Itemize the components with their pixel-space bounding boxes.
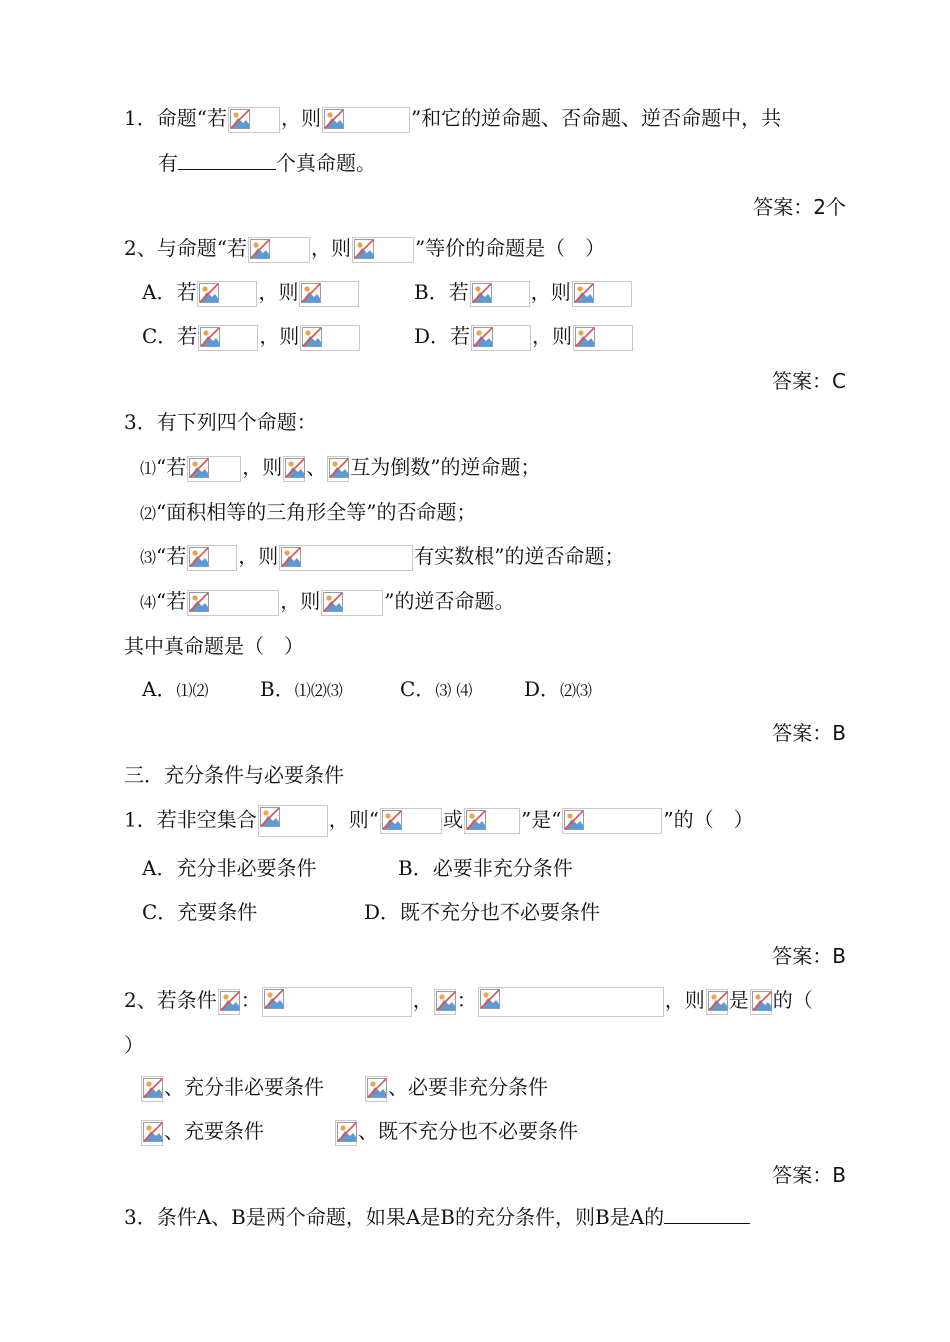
broken-image-icon xyxy=(141,1076,163,1102)
s3q2-line1: 2、若条件 ： ， ： ，则 是 的（ xyxy=(124,986,813,1017)
broken-image-icon xyxy=(380,808,442,834)
q2-option-c[interactable]: C．若 ，则 xyxy=(142,322,361,351)
q1-then: ，则 xyxy=(280,106,321,130)
q3-answer: 答案：B xyxy=(772,721,846,745)
broken-image-icon xyxy=(750,989,772,1015)
q2-suffix: ”等价的命题是（ ） xyxy=(414,236,606,260)
broken-image-icon xyxy=(258,805,328,837)
broken-image-icon xyxy=(573,325,633,351)
q3-option-c[interactable]: C．⑶ ⑷ xyxy=(400,677,473,701)
broken-image-icon xyxy=(197,281,257,307)
answer-blank[interactable] xyxy=(664,1203,750,1224)
s3q3-line: 3．条件A、B是两个命题，如果A是B的充分条件，则B是A的 xyxy=(124,1203,750,1231)
broken-image-icon xyxy=(283,456,305,482)
broken-image-icon xyxy=(187,456,241,482)
section-title: 三．充分条件与必要条件 xyxy=(124,763,344,787)
broken-image-icon xyxy=(300,325,360,351)
q2-option-d[interactable]: D．若 ，则 xyxy=(414,322,634,351)
broken-image-icon xyxy=(262,987,412,1017)
broken-image-icon xyxy=(352,237,414,263)
broken-image-icon xyxy=(434,989,456,1015)
broken-image-icon xyxy=(198,325,258,351)
s3q1-option-d[interactable]: D．既不充分也不必要条件 xyxy=(364,900,601,924)
broken-image-icon xyxy=(478,987,664,1017)
q1-line2-end: 个真命题。 xyxy=(276,151,376,175)
broken-image-icon xyxy=(299,281,359,307)
q2-prefix: 2、与命题“若 xyxy=(124,236,247,260)
broken-image-icon xyxy=(187,590,279,616)
broken-image-icon xyxy=(572,281,632,307)
broken-image-icon xyxy=(327,456,349,482)
q3-option-d[interactable]: D．⑵⑶ xyxy=(524,677,593,701)
q3-intro: 3．有下列四个命题： xyxy=(124,410,317,434)
q3-question: 其中真命题是（ ） xyxy=(124,634,304,658)
s3q2-option-a[interactable]: 、充分非必要条件 xyxy=(140,1073,324,1102)
q3-proposition-2: ⑵“面积相等的三角形全等”的否命题； xyxy=(140,500,477,524)
q3-option-b[interactable]: B．⑴⑵⑶ xyxy=(260,677,343,701)
answer-blank[interactable] xyxy=(178,149,276,170)
broken-image-icon xyxy=(321,590,383,616)
broken-image-icon xyxy=(187,545,237,571)
q2-option-a[interactable]: A．若 ，则 xyxy=(142,278,360,307)
broken-image-icon xyxy=(141,1120,163,1146)
q3-proposition-3: ⑶“若 ，则 有实数根”的逆否命题； xyxy=(140,542,624,572)
broken-image-icon xyxy=(470,281,530,307)
q3-option-a[interactable]: A．⑴⑵ xyxy=(142,677,209,701)
s3q2-option-b[interactable]: 、必要非充分条件 xyxy=(364,1073,548,1102)
broken-image-icon xyxy=(248,237,310,263)
broken-image-icon xyxy=(279,545,413,571)
s3q2-line2: ） xyxy=(124,1033,144,1057)
s3q1-option-b[interactable]: B．必要非充分条件 xyxy=(398,856,573,880)
broken-image-icon xyxy=(335,1120,357,1146)
q2-answer: 答案：C xyxy=(772,369,846,393)
broken-image-icon xyxy=(562,808,662,834)
broken-image-icon xyxy=(218,989,240,1015)
q3-proposition-4: ⑷“若 ，则 ”的逆否命题。 xyxy=(140,587,514,617)
q2-line xyxy=(124,234,605,263)
broken-image-icon xyxy=(228,107,280,133)
q3-proposition-1: ⑴“若 ，则 、 互为倒数”的逆命题； xyxy=(140,453,540,483)
q2-option-b[interactable]: B．若 ，则 xyxy=(414,278,633,307)
s3q2-option-d[interactable]: 、既不充分也不必要条件 xyxy=(334,1117,578,1146)
s3q1-line: 1．若非空集合 ，则“ 或 ”是“ ”的（ ） xyxy=(124,805,754,837)
s3q1-option-a[interactable]: A．充分非必要条件 xyxy=(142,856,317,880)
q1-line1 xyxy=(124,104,781,133)
s3q1-answer: 答案：B xyxy=(772,944,846,968)
q1-line2-start: 有 xyxy=(158,151,178,175)
q1-text: ”和它的逆命题、否命题、逆否命题中，共 xyxy=(410,106,782,130)
s3q2-answer: 答案：B xyxy=(772,1163,846,1187)
s3q1-option-c[interactable]: C．充要条件 xyxy=(142,900,258,924)
broken-image-icon xyxy=(471,325,531,351)
s3q2-option-c[interactable]: 、充要条件 xyxy=(140,1117,264,1146)
q1-answer: 答案：2个 xyxy=(753,195,846,219)
q2-then: ，则 xyxy=(310,236,351,260)
q1-line2 xyxy=(158,149,376,177)
broken-image-icon xyxy=(706,989,728,1015)
broken-image-icon xyxy=(365,1076,387,1102)
broken-image-icon xyxy=(322,107,410,133)
broken-image-icon xyxy=(464,808,520,834)
q1-prefix: 1．命题“若 xyxy=(124,106,227,130)
